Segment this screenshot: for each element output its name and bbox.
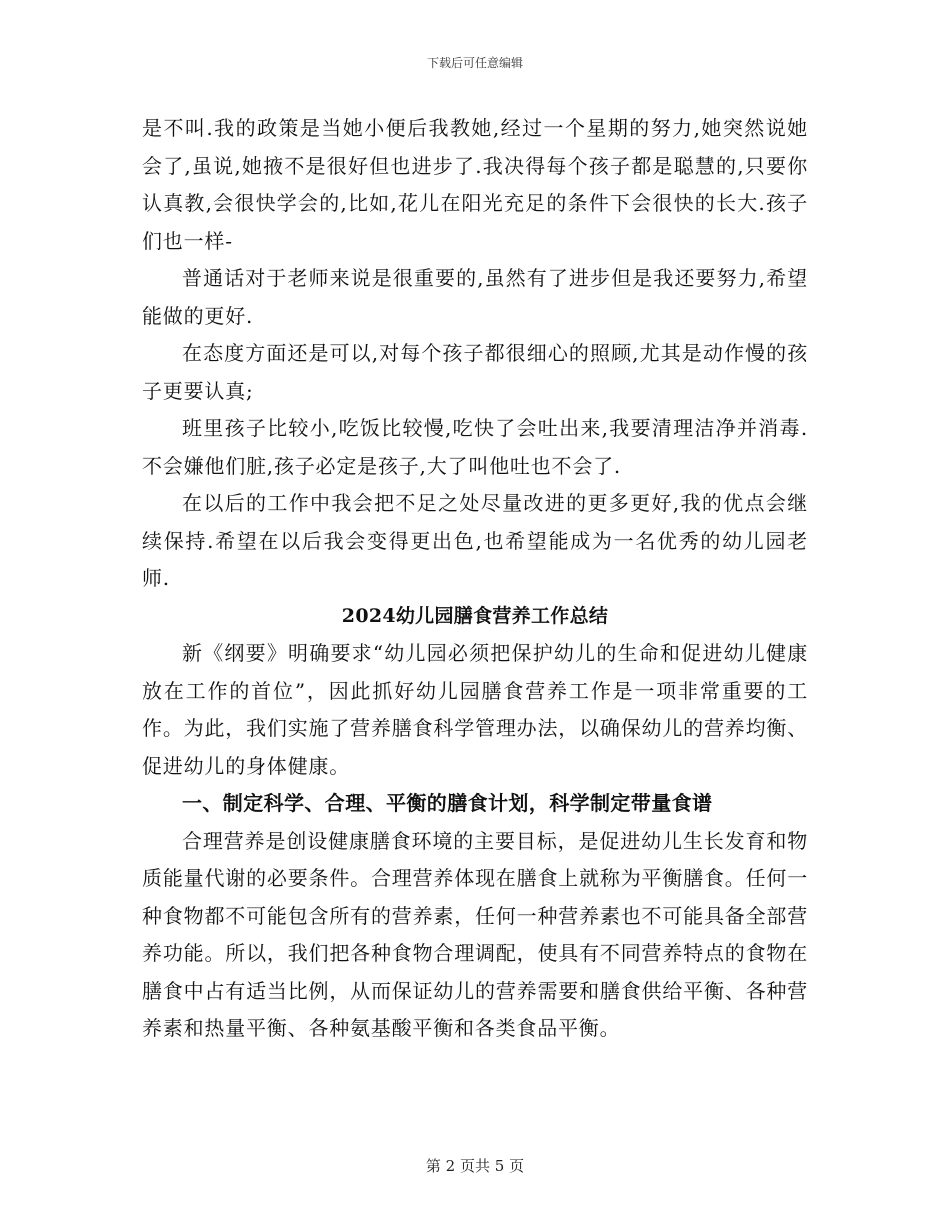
paragraph-mandarin: 普通话对于老师来说是很重要的,虽然有了进步但是我还要努力,希望能做的更好. (142, 266, 808, 328)
paragraph-attitude: 在态度方面还是可以,对每个孩子都很细心的照顾,尤其是动作慢的孩子更要认真; (142, 341, 808, 403)
page-header: 下载后可任意编辑 (426, 56, 523, 70)
section-title: 2024幼儿园膳食营养工作总结 (341, 604, 609, 627)
body-paragraph-1: 合理营养是创设健康膳食环境的主要目标，是促进幼儿生长发育和物质能量代谢的必要条件。合理营养体现在膳食上就称为平衡膳食。任何一种食物都不可能包含所有的营养素，任何一种营养素也不可能具备全部营养功能。所以，我们把各种食物合理调配，使具有不同营养特点的食物在膳食中占有适当比例，从而保证幼儿的营养需要和膳食供给平衡、各种营养素和热量平衡、各种氨基酸平衡和各类食品平衡。 (142, 828, 808, 1040)
document-body (142, 110, 808, 1048)
page-footer: 第 2 页共 5 页 (425, 1157, 525, 1175)
continued-paragraph: 是不叫.我的政策是当她小便后我教她,经过一个星期的努力,她突然说她会了,虽说,她掖不是很好但也进步了.我决得每个孩子都是聪慧的,只要你认真教,会很快学会的,比如,花儿在阳光充足的条件下会很快的长大.孩子们也一样- (142, 116, 808, 253)
paragraph-meals: 班里孩子比较小,吃饭比较慢,吃快了会吐出来,我要清理洁净并消毒.不会嫌他们脏,孩子必定是孩子,大了叫他吐也不会了. (142, 416, 808, 478)
paragraph-future: 在以后的工作中我会把不足之处尽量改进的更多更好,我的优点会继续保持.希望在以后我会变得更出色,也希望能成为一名优秀的幼儿园老师. (142, 491, 808, 590)
intro-paragraph: 新《纲要》明确要求“幼儿园必须把保护幼儿的生命和促进幼儿健康放在工作的首位”，因此抓好幼儿园膳食营养工作是一项非常重要的工作。为此，我们实施了营养膳食科学管理办法，以确保幼儿的营养均衡、促进幼儿的身体健康。 (142, 641, 808, 778)
subheading-1: 一、制定科学、合理、平衡的膳食计划，科学制定带量食谱 (182, 791, 713, 815)
